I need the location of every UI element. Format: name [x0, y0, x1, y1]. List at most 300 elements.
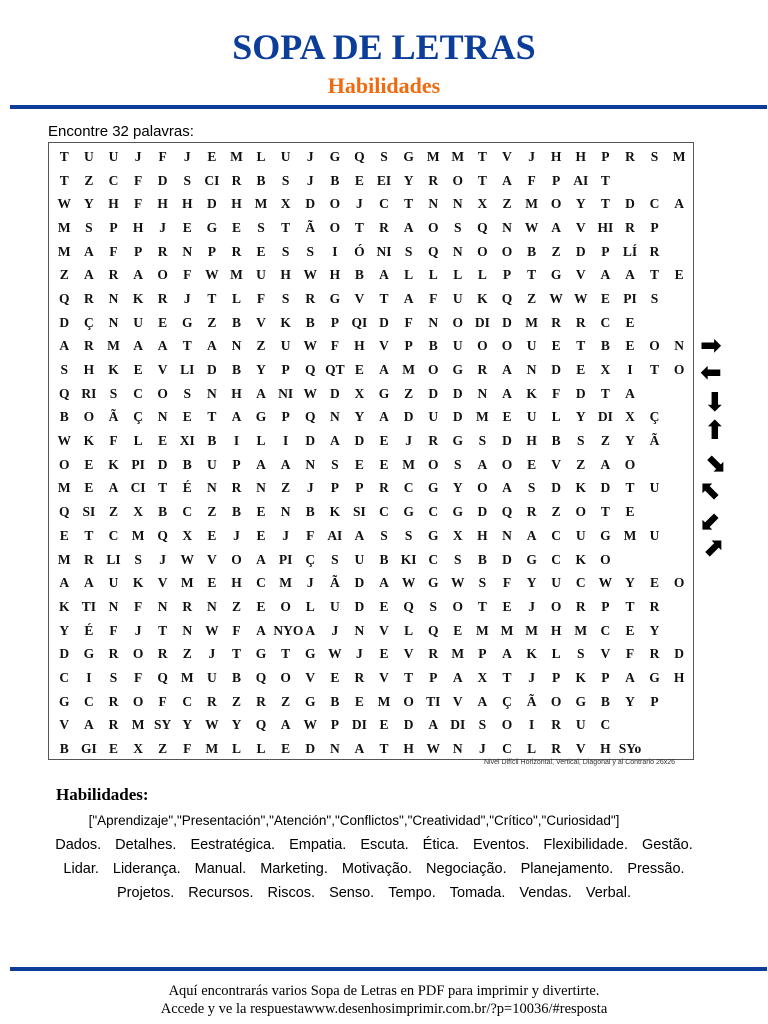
- grid-cell: B: [379, 551, 389, 567]
- grid-cell: A: [329, 433, 340, 449]
- grid-cell: K: [575, 551, 587, 567]
- grid-row: [52, 287, 691, 311]
- grid-cell: F: [330, 338, 339, 354]
- grid-cell: O: [157, 385, 168, 401]
- grid-cell: H: [526, 433, 537, 449]
- grid-cell: D: [379, 314, 389, 330]
- grid-cell: M: [574, 622, 588, 638]
- grid-cell: H: [329, 267, 341, 283]
- grid-cell: F: [133, 172, 143, 188]
- grid-cell: R: [305, 290, 316, 306]
- grid-cell: T: [281, 219, 291, 235]
- grid-cell: D: [354, 575, 365, 591]
- grid-cell: T: [404, 669, 414, 685]
- grid-cell: R: [551, 741, 562, 757]
- grid-cell: M: [451, 148, 465, 164]
- grid-cell: M: [426, 148, 440, 164]
- grid-row: [52, 406, 691, 430]
- grid-cell: L: [527, 741, 537, 757]
- grid-cell: T: [158, 622, 168, 638]
- grid-cell: F: [109, 622, 118, 638]
- grid-cell: D: [428, 385, 439, 401]
- grid-cell: G: [452, 433, 464, 449]
- grid-cell: P: [601, 598, 610, 614]
- grid-cell: S: [404, 243, 413, 259]
- grid-cell: PI: [131, 456, 145, 472]
- grid-cell: T: [600, 504, 610, 520]
- grid-cell: D: [305, 741, 316, 757]
- grid-cell: W: [598, 575, 613, 591]
- grid-cell: B: [600, 338, 610, 354]
- grid-cell: Y: [625, 693, 635, 709]
- grid-cell: D: [354, 433, 365, 449]
- grid-cell: A: [379, 267, 389, 283]
- grid-cell: S: [454, 551, 462, 567]
- grid-cell: T: [207, 409, 217, 425]
- grid-cell: Y: [256, 362, 266, 378]
- word-list-line-1: ["Aprendizaje","Presentación","Atención","Conflictos","Creatividad","Crítico","Curiosidad"]: [88, 813, 620, 828]
- grid-cell: A: [256, 551, 266, 567]
- grid-cell: T: [158, 480, 168, 496]
- grid-cell: T: [477, 172, 487, 188]
- grid-cell: J: [134, 148, 142, 164]
- word-item: Liderança.: [112, 861, 181, 877]
- grid-cell: S: [454, 219, 462, 235]
- grid-cell: A: [379, 409, 389, 425]
- word-list-line-4: [0, 885, 758, 901]
- grid-cell: Y: [84, 196, 94, 212]
- grid-cell: S: [650, 290, 659, 306]
- grid-cell: M: [254, 196, 268, 212]
- grid-cell: K: [477, 290, 488, 306]
- grid-cell: E: [625, 622, 635, 638]
- footer-line-2: Accede y ve la respuestawww.desenhosimprimir.com.br/?p=10036/#resposta: [160, 1001, 608, 1017]
- grid-cell: W: [401, 575, 416, 591]
- grid-cell: S: [281, 243, 290, 259]
- grid-cell: Ã: [649, 433, 660, 449]
- grid-cell: QT: [325, 362, 345, 378]
- grid-cell: H: [182, 196, 193, 212]
- grid-cell: D: [305, 196, 316, 212]
- grid-cell: N: [502, 219, 512, 235]
- grid-cell: Q: [304, 409, 316, 425]
- grid-cell: R: [157, 290, 168, 306]
- grid-cell: P: [552, 172, 561, 188]
- grid-cell: V: [379, 622, 389, 638]
- grid-cell: P: [650, 219, 659, 235]
- grid-cell: S: [478, 433, 487, 449]
- grid-cell: Ç: [84, 314, 94, 330]
- grid-cell: A: [256, 456, 266, 472]
- grid-cell: Ã: [108, 409, 119, 425]
- grid-cell: A: [600, 267, 611, 283]
- grid-cell: A: [206, 338, 217, 354]
- grid-cell: D: [354, 598, 365, 614]
- grid-cell: C: [649, 196, 660, 212]
- grid-cell: J: [183, 148, 191, 164]
- grid-cell: B: [354, 267, 364, 283]
- grid-cell: T: [600, 172, 610, 188]
- grid-cell: L: [404, 267, 414, 283]
- grid-row: [52, 335, 691, 359]
- grid-cell: DI: [450, 717, 466, 733]
- grid-cell: F: [158, 693, 167, 709]
- grid-cell: Z: [231, 693, 241, 709]
- grid-cell: A: [403, 290, 414, 306]
- grid-cell: D: [575, 243, 586, 259]
- grid-cell: E: [207, 575, 217, 591]
- grid-cell: Y: [403, 172, 414, 188]
- grid-cell: U: [452, 338, 463, 354]
- grid-cell: S: [306, 243, 314, 259]
- grid-cell: R: [206, 693, 217, 709]
- grid-cell: H: [280, 267, 291, 283]
- grid-cell: Y: [182, 717, 193, 733]
- grid-cell: A: [502, 385, 512, 401]
- grid-cell: V: [575, 267, 586, 283]
- grid-cell: E: [625, 338, 635, 354]
- grid-row: [52, 240, 691, 264]
- grid-cell: G: [403, 148, 414, 164]
- grid-cell: F: [183, 267, 192, 283]
- grid-cell: Z: [576, 456, 586, 472]
- grid-cell: X: [182, 527, 193, 543]
- grid-cell: O: [624, 456, 636, 472]
- grid-cell: E: [256, 243, 266, 259]
- grid-cell: R: [84, 290, 94, 306]
- word-item: Lidar.: [63, 861, 99, 877]
- grid-cell: J: [528, 669, 535, 685]
- grid-cell: N: [256, 480, 266, 496]
- grid-cell: U: [84, 148, 94, 164]
- grid-cell: R: [157, 243, 168, 259]
- grid-cell: O: [59, 456, 70, 472]
- grid-cell: E: [108, 741, 118, 757]
- grid-cell: R: [625, 219, 635, 235]
- grid-cell: L: [477, 267, 487, 283]
- grid-row: [52, 429, 691, 453]
- grid-cell: S: [60, 362, 69, 378]
- grid-cell: O: [501, 717, 513, 733]
- grid-cell: E: [84, 480, 94, 496]
- grid-row: [52, 690, 691, 714]
- grid-cell: L: [231, 741, 241, 757]
- grid-cell: L: [133, 433, 143, 449]
- grid-cell: N: [157, 598, 168, 614]
- grid-cell: R: [428, 646, 439, 662]
- grid-cell: M: [402, 362, 415, 378]
- grid-cell: N: [329, 741, 340, 757]
- grid-cell: Z: [404, 385, 414, 401]
- grid-cell: D: [403, 409, 414, 425]
- grid-cell: G: [427, 480, 439, 496]
- grid-cell: T: [502, 669, 512, 685]
- grid-cell: G: [83, 646, 95, 662]
- grid-cell: H: [575, 148, 587, 164]
- grid-cell: NI: [278, 385, 294, 401]
- grid-cell: P: [429, 669, 438, 685]
- grid-cell: M: [107, 338, 120, 354]
- grid-cell: B: [158, 504, 168, 520]
- grid-cell: R: [231, 243, 242, 259]
- grid-cell: T: [625, 598, 635, 614]
- grid-cell: D: [59, 646, 70, 662]
- grid-cell: H: [550, 148, 562, 164]
- grid-cell: A: [354, 741, 365, 757]
- grid-row: [52, 571, 691, 595]
- grid-cell: B: [477, 551, 487, 567]
- grid-cell: F: [109, 433, 118, 449]
- grid-cell: H: [673, 669, 685, 685]
- grid-cell: U: [206, 669, 217, 685]
- grid-cell: Ç: [305, 551, 316, 567]
- grid-cell: N: [428, 314, 439, 330]
- word-item: Eventos.: [472, 837, 530, 853]
- arrow-up-icon: ⬆: [704, 416, 726, 446]
- grid-cell: K: [108, 362, 119, 378]
- arrow-left-icon: ⬅: [700, 358, 722, 388]
- grid-cell: E: [354, 362, 364, 378]
- arrow-down-left-icon: ⬋: [700, 506, 722, 536]
- grid-cell: N: [452, 741, 463, 757]
- grid-cell: W: [451, 575, 465, 591]
- grid-cell: V: [502, 148, 512, 164]
- word-list-line-2: [0, 837, 758, 853]
- grid-cell: H: [132, 219, 144, 235]
- grid-cell: R: [108, 717, 119, 733]
- grid-cell: F: [502, 575, 512, 591]
- grid-row: [52, 382, 691, 406]
- grid-cell: E: [354, 456, 364, 472]
- grid-cell: R: [575, 598, 586, 614]
- grid-cell: A: [354, 527, 365, 543]
- grid-cell: O: [600, 551, 611, 567]
- grid-cell: Z: [207, 504, 217, 520]
- grid-cell: Q: [427, 243, 439, 259]
- grid-cell: S: [183, 385, 192, 401]
- grid-cell: O: [157, 267, 168, 283]
- grid-cell: A: [84, 575, 94, 591]
- grid-cell: E: [379, 433, 389, 449]
- grid-cell: W: [303, 338, 317, 354]
- grid-cell: M: [57, 243, 71, 259]
- grid-cell: J: [306, 575, 314, 591]
- grid-cell: G: [255, 646, 267, 662]
- grid-cell: O: [132, 646, 144, 662]
- grid-cell: O: [550, 196, 562, 212]
- grid-cell: M: [525, 196, 538, 212]
- grid-cell: T: [182, 338, 192, 354]
- grid-cell: S: [281, 290, 290, 306]
- grid-cell: SI: [82, 504, 96, 520]
- grid-cell: O: [649, 338, 660, 354]
- word-item: Negociação.: [426, 861, 507, 877]
- grid-cell: M: [476, 409, 489, 425]
- grid-cell: SYo: [618, 741, 642, 757]
- grid-cell: C: [600, 622, 611, 638]
- grid-cell: C: [108, 172, 119, 188]
- grid-row: [52, 192, 691, 216]
- grid-cell: Q: [255, 717, 267, 733]
- grid-cell: N: [108, 290, 119, 306]
- grid-cell: N: [452, 196, 463, 212]
- grid-cell: Q: [501, 504, 513, 520]
- grid-cell: G: [526, 551, 537, 567]
- grid-cell: XI: [179, 433, 195, 449]
- grid-cell: R: [428, 172, 439, 188]
- grid-cell: E: [576, 362, 586, 378]
- grid-cell: W: [205, 717, 219, 733]
- grid-row: [52, 263, 691, 287]
- grid-cell: F: [625, 646, 635, 662]
- grid-cell: P: [133, 243, 143, 259]
- grid-cell: D: [59, 314, 70, 330]
- grid-cell: CI: [130, 480, 146, 496]
- grid-cell: A: [133, 267, 143, 283]
- grid-cell: M: [131, 717, 145, 733]
- grid-cell: W: [303, 385, 317, 401]
- grid-cell: W: [57, 433, 72, 449]
- grid-cell: M: [230, 267, 243, 283]
- grid-cell: H: [157, 196, 168, 212]
- grid-cell: C: [551, 551, 562, 567]
- grid-cell: E: [256, 504, 266, 520]
- grid-cell: G: [378, 385, 390, 401]
- grid-cell: E: [502, 598, 512, 614]
- grid-cell: V: [256, 314, 266, 330]
- grid-cell: J: [208, 646, 216, 662]
- grid-cell: K: [575, 669, 587, 685]
- grid-cell: N: [182, 622, 193, 638]
- grid-cell: K: [132, 290, 144, 306]
- grid-cell: L: [551, 409, 561, 425]
- grid-cell: A: [280, 717, 291, 733]
- arrow-down-right-icon: ⬊: [704, 448, 726, 478]
- grid-cell: J: [233, 527, 240, 543]
- grid-row: [52, 642, 691, 666]
- grid-cell: Q: [427, 622, 439, 638]
- grid-cell: O: [403, 693, 414, 709]
- grid-cell: E: [231, 219, 241, 235]
- grid-cell: V: [59, 717, 70, 733]
- grid-cell: D: [206, 362, 217, 378]
- grid-cell: F: [133, 669, 143, 685]
- grid-cell: H: [231, 575, 242, 591]
- grid-cell: M: [451, 646, 465, 662]
- grid-cell: U: [280, 148, 291, 164]
- grid-cell: T: [354, 219, 364, 235]
- grid-cell: W: [303, 267, 317, 283]
- word-item: Dados.: [55, 837, 102, 853]
- grid-cell: O: [477, 480, 488, 496]
- grid-cell: É: [84, 622, 94, 638]
- grid-cell: F: [429, 290, 438, 306]
- word-item: Riscos.: [267, 885, 316, 901]
- grid-cell: G: [182, 314, 193, 330]
- grid-cell: Z: [231, 598, 241, 614]
- grid-cell: R: [379, 219, 389, 235]
- grid-cell: J: [528, 598, 535, 614]
- grid-cell: C: [256, 575, 266, 591]
- word-item: Eestratégica.: [190, 837, 276, 853]
- grid-cell: C: [59, 669, 70, 685]
- grid-cell: Z: [281, 480, 291, 496]
- grid-cell: E: [453, 622, 463, 638]
- grid-cell: A: [256, 622, 266, 638]
- grid-cell: Ã: [329, 575, 340, 591]
- grid-cell: A: [84, 267, 94, 283]
- grid-cell: Z: [84, 172, 94, 188]
- grid-cell: X: [354, 385, 365, 401]
- grid-cell: L: [305, 598, 315, 614]
- grid-cell: W: [328, 646, 342, 662]
- grid-cell: E: [207, 527, 217, 543]
- bottom-divider: [10, 967, 767, 971]
- grid-cell: M: [672, 148, 686, 164]
- arrow-up-right-icon: ⬈: [702, 533, 724, 563]
- grid-cell: T: [477, 598, 487, 614]
- grid-row: [52, 477, 691, 501]
- grid-cell: G: [600, 527, 611, 543]
- grid-cell: A: [379, 575, 389, 591]
- grid-cell: T: [650, 362, 660, 378]
- grid-cell: N: [452, 243, 463, 259]
- grid-cell: D: [502, 433, 512, 449]
- grid-cell: V: [305, 669, 316, 685]
- grid-cell: G: [452, 504, 464, 520]
- grid-cell: DI: [474, 314, 490, 330]
- grid-cell: P: [330, 480, 339, 496]
- grid-cell: D: [551, 362, 562, 378]
- grid-cell: C: [600, 717, 611, 733]
- grid-cell: J: [306, 148, 314, 164]
- grid-cell: Q: [477, 219, 488, 235]
- word-item: Pressão.: [627, 861, 685, 877]
- grid-cell: D: [600, 480, 611, 496]
- grid-cell: M: [525, 622, 538, 638]
- grid-cell: K: [108, 456, 119, 472]
- grid-cell: R: [477, 362, 488, 378]
- grid-cell: H: [231, 196, 242, 212]
- grid-cell: J: [356, 196, 363, 212]
- grid-cell: N: [206, 480, 217, 496]
- footer: [0, 982, 768, 1018]
- word-item: Tempo.: [388, 885, 436, 901]
- grid-cell: C: [182, 504, 193, 520]
- grid-cell: É: [182, 480, 192, 496]
- grid-cell: M: [500, 622, 514, 638]
- grid-cell: W: [180, 551, 195, 567]
- grid-cell: LI: [180, 362, 195, 378]
- grid-cell: C: [551, 527, 562, 543]
- grid-cell: R: [526, 504, 537, 520]
- grid-cell: Y: [526, 575, 537, 591]
- grid-cell: S: [134, 551, 142, 567]
- grid-cell: V: [551, 456, 562, 472]
- grid-cell: D: [157, 172, 168, 188]
- grid-cell: K: [526, 385, 537, 401]
- grid-cell: R: [84, 338, 94, 354]
- grid-cell: C: [600, 314, 611, 330]
- grid-cell: C: [182, 693, 193, 709]
- grid-cell: Ç: [502, 693, 512, 709]
- grid-cell: K: [59, 598, 70, 614]
- grid-cell: L: [256, 433, 266, 449]
- grid-cell: N: [157, 409, 168, 425]
- grid-cell: N: [206, 598, 217, 614]
- grid-cell: P: [281, 409, 290, 425]
- grid-cell: Y: [625, 575, 635, 591]
